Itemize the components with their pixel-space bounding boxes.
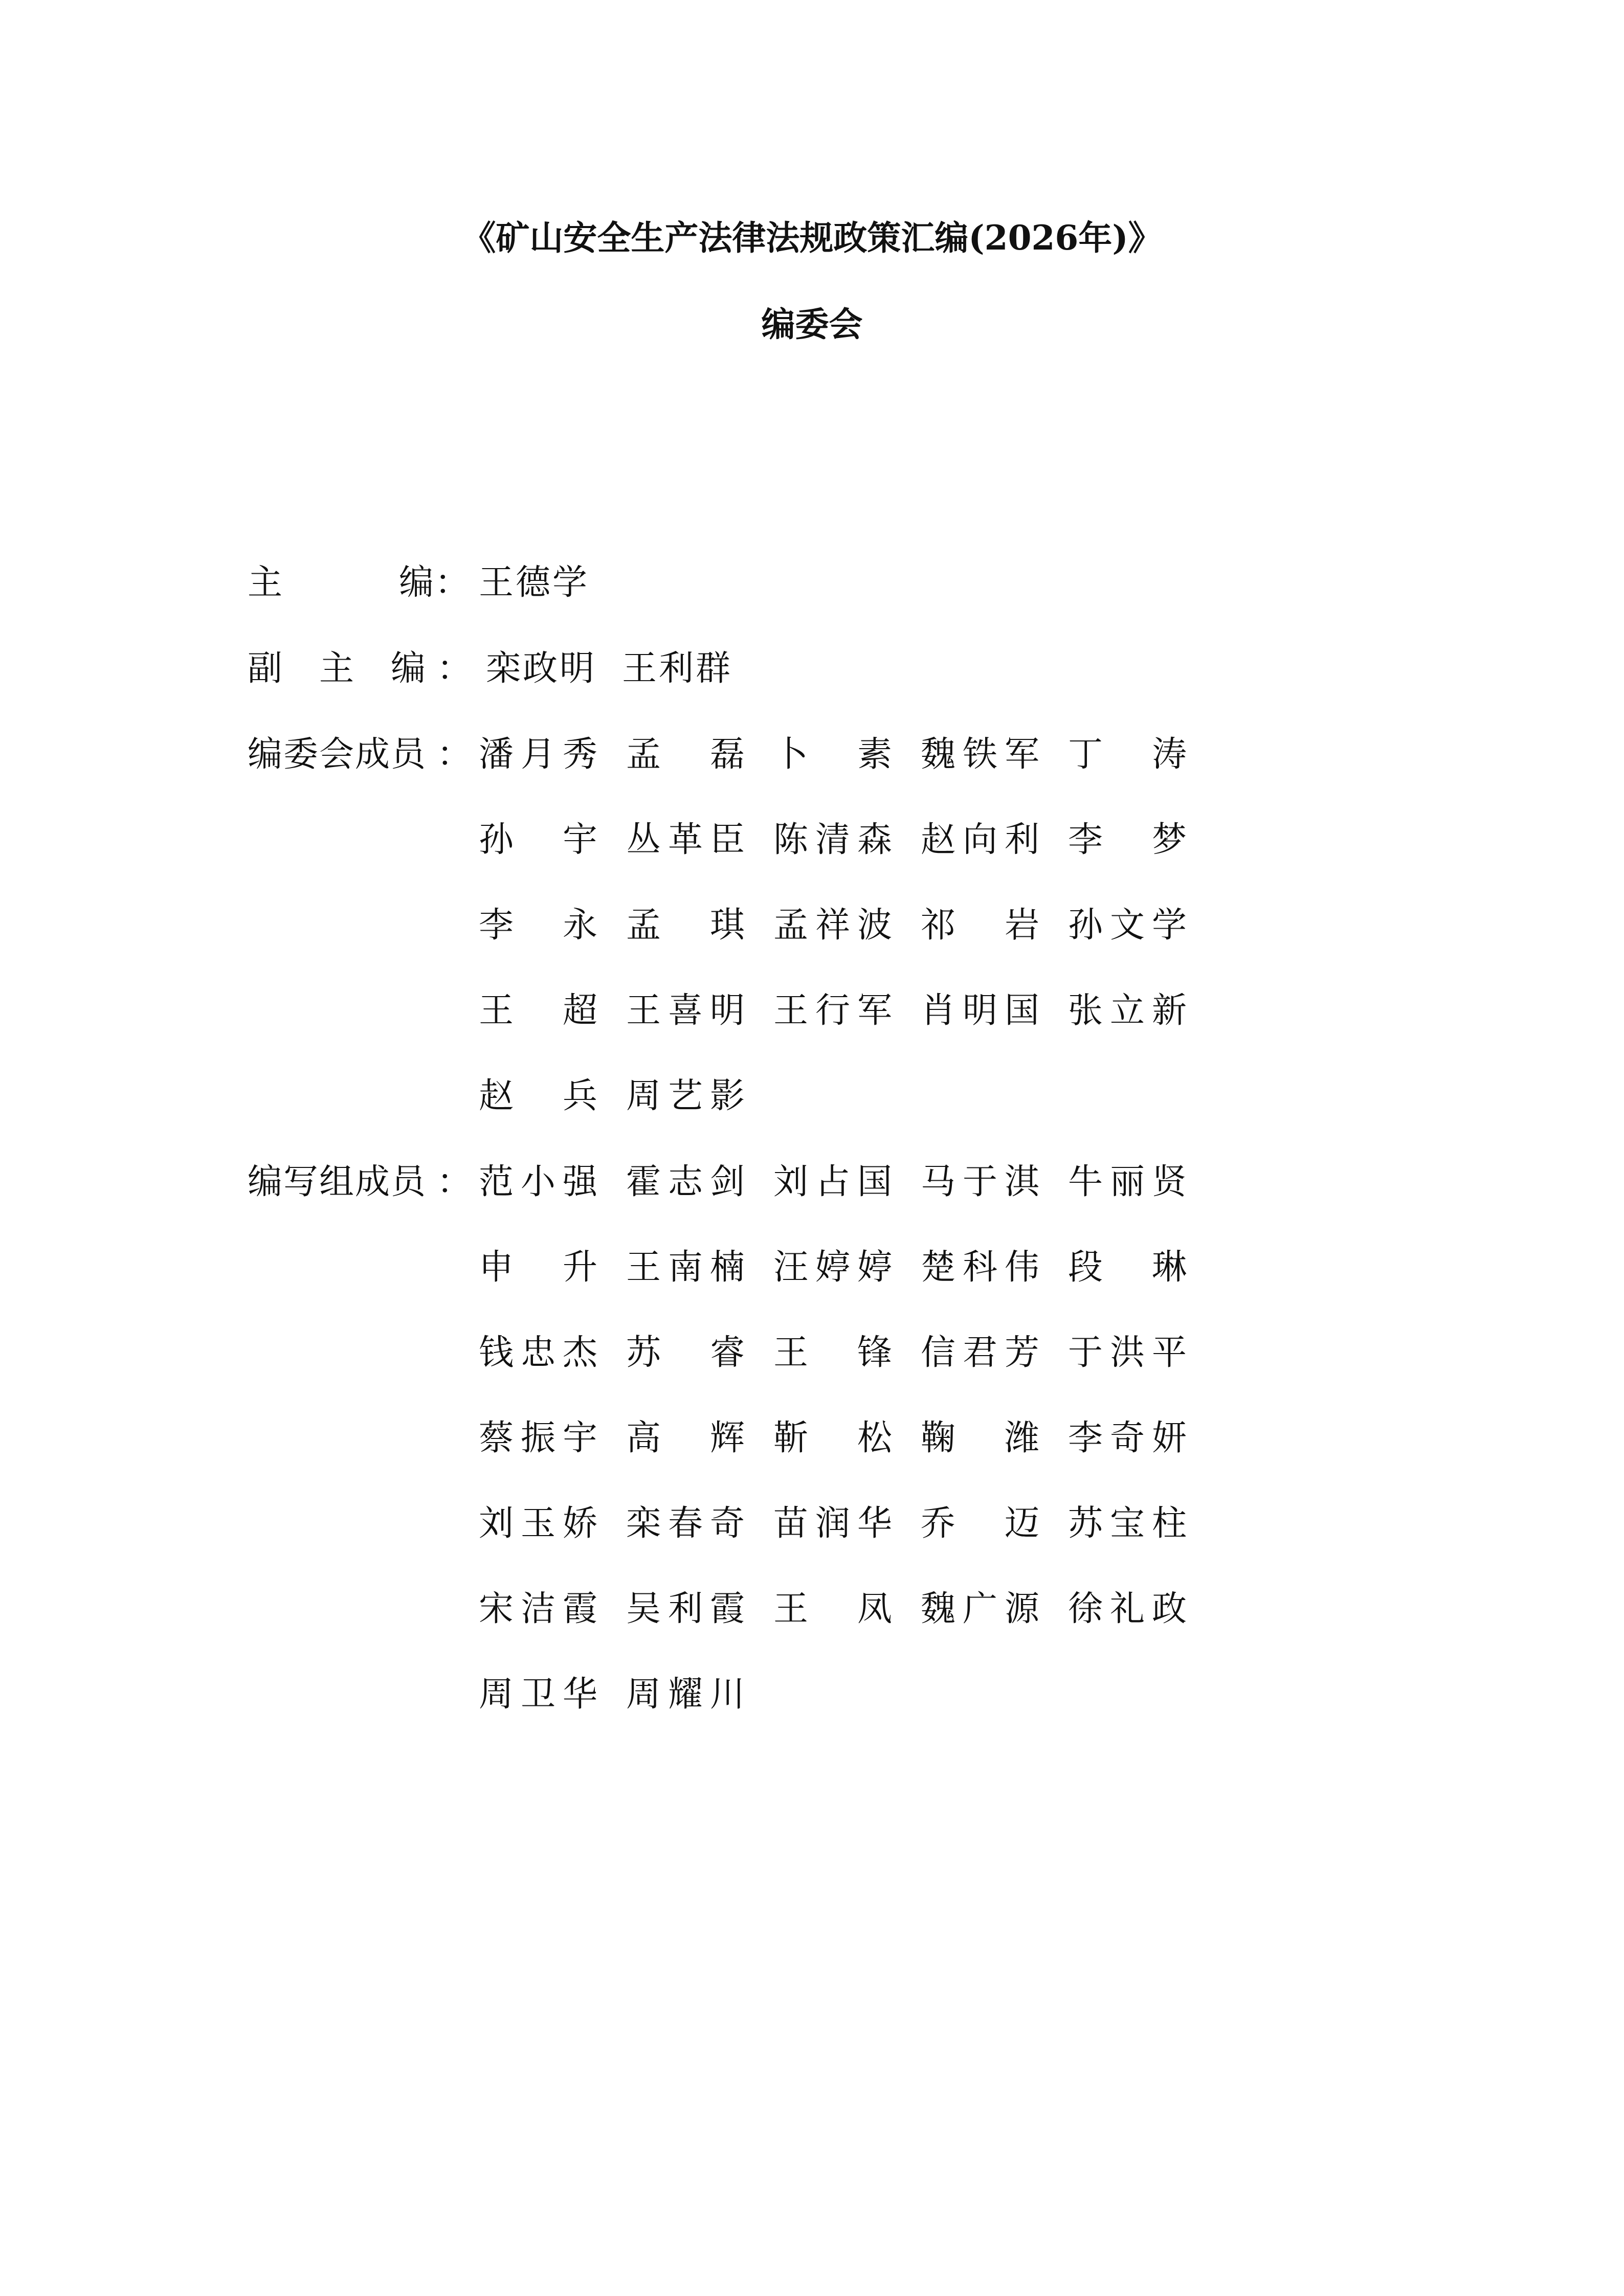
person-name: 李奇妍 [1068,1418,1194,1458]
person-name: 乔 迈 [921,1503,1047,1544]
person-name: 丁 涛 [1068,734,1194,775]
person-name: 孟祥波 [773,905,900,946]
person-name: 鞠 潍 [921,1418,1047,1458]
person-name: 陈清森 [773,820,900,860]
person-name: 王喜明 [626,991,752,1031]
person-name: 刘玉娇 [479,1503,605,1544]
committee-label [248,732,473,778]
person-name: 范小强 [479,1162,605,1202]
label-char: 主 [248,562,283,603]
person-name: 蔡振宇 [479,1418,605,1458]
document-subtitle: 编委会 [761,304,863,344]
person-name: 牛丽贤 [1068,1162,1194,1202]
label-char: 主 [319,648,354,689]
person-name: 申 升 [479,1247,605,1288]
person-name: 肖明国 [921,991,1047,1031]
person-name: 栾春奇 [626,1503,752,1544]
label-char: 编 [391,648,426,689]
label-colon: ： [437,648,472,689]
person-name: 王行军 [773,991,900,1031]
deputy-editor-label [248,646,473,692]
person-name: 马于淇 [921,1162,1047,1202]
person-name: 王利群 [622,648,733,689]
person-name: 徐礼政 [1068,1589,1194,1629]
person-name: 刘占国 [773,1162,900,1202]
person-name: 高 辉 [626,1418,752,1458]
person-name: 丛革臣 [626,820,752,860]
person-name: 魏铁军 [921,734,1047,775]
label-colon: ： [435,562,470,603]
person-name: 赵向利 [921,820,1047,860]
writing-group-label [248,1159,473,1205]
person-name: 王南楠 [626,1247,752,1288]
person-name: 汪婷婷 [773,1247,900,1288]
person-name: 苏宝柱 [1068,1503,1194,1544]
label-colon: ： [437,1162,472,1202]
person-name: 周卫华 [479,1674,605,1715]
person-name: 魏广源 [921,1589,1047,1629]
person-name: 栾政明 [486,648,597,689]
person-name: 孙文学 [1068,905,1194,946]
person-name: 潘月秀 [479,734,605,775]
person-name: 王德学 [479,562,590,603]
person-name: 赵 兵 [479,1076,605,1116]
person-name: 王 锋 [773,1333,900,1373]
document-title: 《矿山安全生产法律法规政策汇编(2026年)》 [462,218,1162,258]
person-name: 卜 素 [773,734,900,775]
person-name: 于洪平 [1068,1333,1194,1373]
person-name: 李 永 [479,905,605,946]
person-name: 孙 宇 [479,820,605,860]
person-name: 孟 琪 [626,905,752,946]
person-name: 苗润华 [773,1503,900,1544]
person-name: 张立新 [1068,991,1194,1031]
person-name: 祁 岩 [921,905,1047,946]
person-name: 王 超 [479,991,605,1031]
person-name: 周耀川 [626,1674,752,1715]
person-name: 段 琳 [1068,1247,1194,1288]
label-text: 编写组成员 [248,1162,427,1202]
label-char: 编 [399,562,434,603]
label-char: 副 [248,648,283,689]
person-name: 孟 磊 [626,734,752,775]
person-name: 宋洁霞 [479,1589,605,1629]
person-name: 李 梦 [1068,820,1194,860]
person-name: 王 凤 [773,1589,900,1629]
person-name: 霍志剑 [626,1162,752,1202]
person-name: 钱忠杰 [479,1333,605,1373]
person-name: 苏 睿 [626,1333,752,1373]
label-colon: ： [437,734,472,775]
chief-editor-label [248,560,473,606]
person-name: 信君芳 [921,1333,1047,1373]
person-name: 楚科伟 [921,1247,1047,1288]
person-name: 周艺影 [626,1076,752,1116]
person-name: 靳 松 [773,1418,900,1458]
label-text: 编委会成员 [248,734,427,775]
person-name: 吴利霞 [626,1589,752,1629]
